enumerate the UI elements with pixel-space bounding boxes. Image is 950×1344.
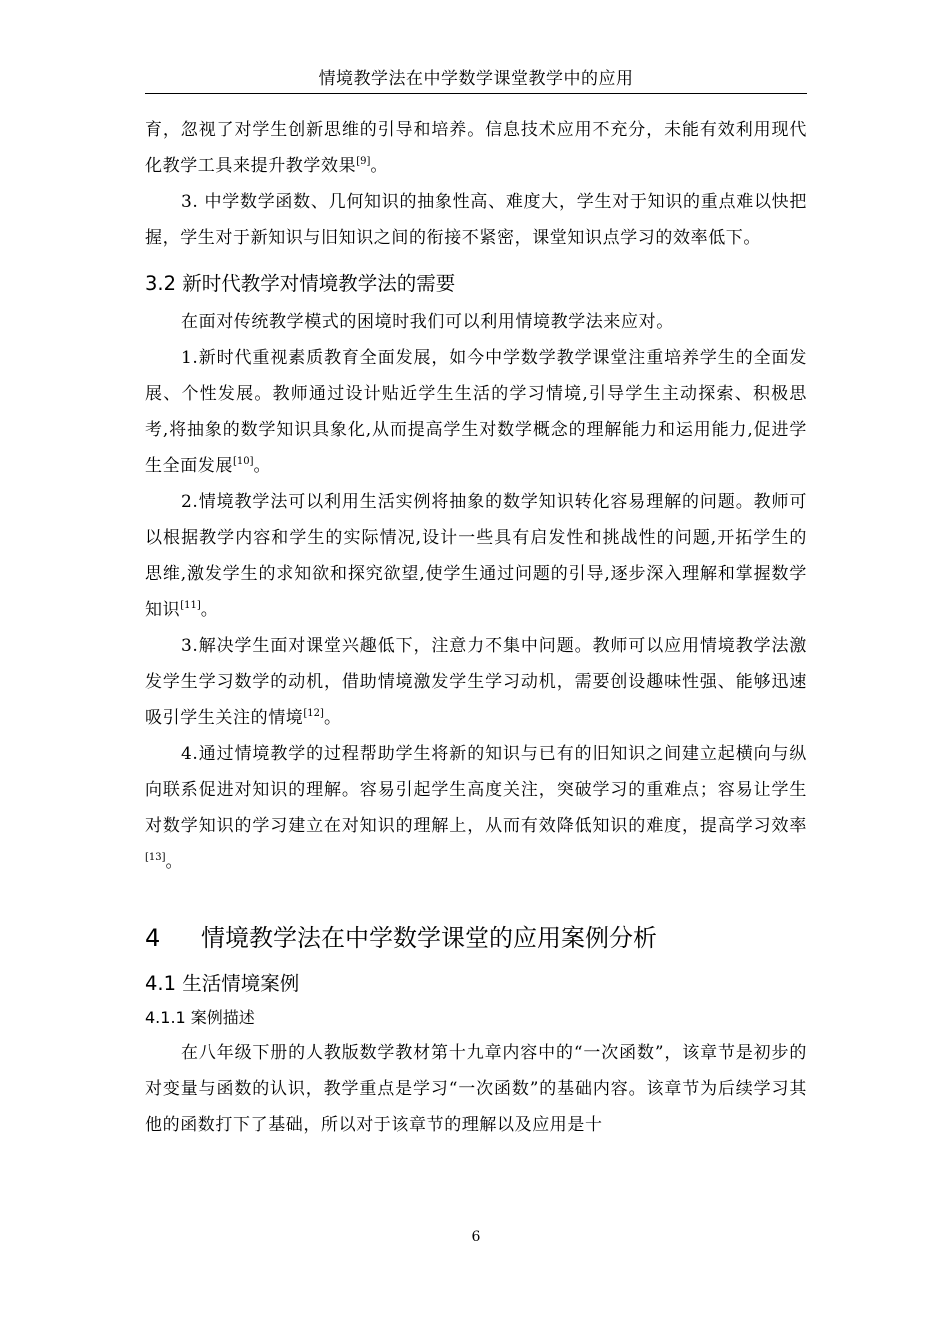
body-text	[145, 112, 807, 1143]
paragraph-intro: 在面对传统教学模式的困境时我们可以利用情境教学法来应对。	[181, 312, 674, 332]
subsection-heading-4-1-1: 4.1.1 案例描述	[145, 1008, 255, 1027]
paragraph-continuation: 育，忽视了对学生创新思维的引导和培养。信息技术应用不充分，未能有效利用现代化教学工具来提升教学效果[9]。	[145, 120, 807, 176]
section-heading-4-1: 4.1 生活情境案例	[145, 972, 300, 995]
paragraph-need-3: 3.解决学生面对课堂兴趣低下，注意力不集中问题。教师可以应用情境教学法激发学生学习数学的动机，借助情境激发学生学习动机，需要创设趣味性强、能够迅速吸引学生关注的情境[12]。	[145, 636, 807, 728]
paragraph-case-description: 在八年级下册的人教版数学教材第十九章内容中的“一次函数”，该章节是初步的对变量与函数的认识，教学重点是学习“一次函数”的基础内容。该章节为后续学习其他的函数打下了基础，所以对于该章节的理解以及应用是十	[145, 1043, 807, 1135]
chapter-number: 4	[145, 924, 161, 952]
chapter-title: 情境教学法在中学数学课堂的应用案例分析	[201, 924, 657, 952]
document-page	[145, 0, 807, 1344]
citation-11: [11]	[180, 600, 201, 611]
paragraph-item-3: 3. 中学数学函数、几何知识的抽象性高、难度大，学生对于知识的重点难以快把握，学生对于新知识与旧知识之间的衔接不紧密，课堂知识点学习的效率低下。	[145, 192, 807, 248]
page-number: 6	[471, 1229, 481, 1245]
paragraph-need-4: 4.通过情境教学的过程帮助学生将新的知识与已有的旧知识之间建立起横向与纵向联系促进对知识的理解。容易引起学生高度关注，突破学习的重难点；容易让学生对数学知识的学习建立在对知识的理解上，从而有效降低知识的难度，提高学习效率[13]。	[145, 744, 807, 872]
paragraph-need-2: 2.情境教学法可以利用生活实例将抽象的数学知识转化容易理解的问题。教师可以根据教学内容和学生的实际情况,设计一些具有启发性和挑战性的问题,开拓学生的思维,激发学生的求知欲和探究欲望,使学生通过问题的引导,逐步深入理解和掌握数学知识[11]。	[145, 492, 807, 620]
running-header: 情境教学法在中学数学课堂教学中的应用	[318, 69, 634, 89]
paragraph-need-1: 1.新时代重视素质教育全面发展，如今中学数学教学课堂注重培养学生的全面发展、个性发展。教师通过设计贴近学生生活的学习情境,引导学生主动探索、积极思考,将抽象的数学知识具象化,从而提高学生对数学概念的理解能力和运用能力,促进学生全面发展[10]。	[145, 348, 807, 476]
citation-9: [9]	[356, 156, 371, 167]
header-rule	[145, 93, 807, 94]
citation-13: [13]	[145, 852, 166, 863]
citation-10: [10]	[233, 456, 254, 467]
chapter-heading-4	[145, 913, 807, 963]
section-heading-3-2: 3.2 新时代教学对情境教学法的需要	[145, 272, 456, 295]
citation-12: [12]	[303, 708, 324, 719]
